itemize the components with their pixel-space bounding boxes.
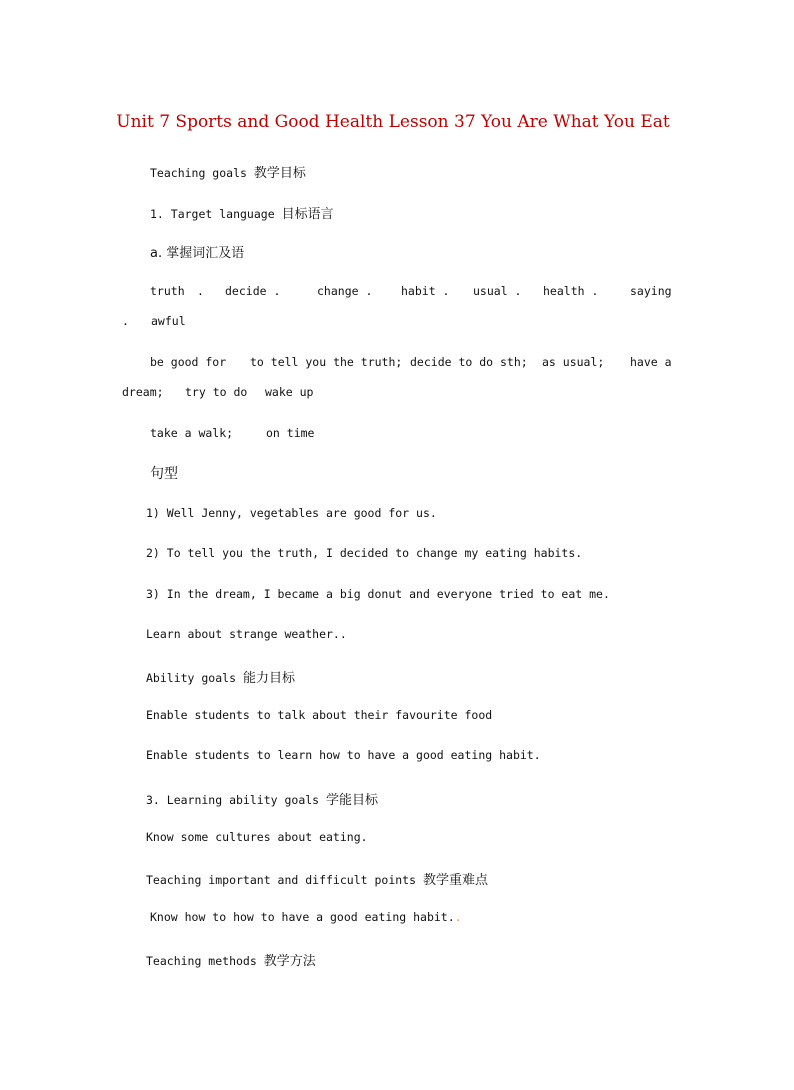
learning-ability-goals-heading bbox=[146, 789, 378, 808]
phrase: wake up bbox=[265, 385, 314, 399]
vocab-word: decide . bbox=[225, 284, 281, 298]
ability-item-1: Enable students to talk about their favourite food bbox=[146, 708, 493, 722]
know-how-line bbox=[150, 910, 462, 924]
vocab-word: . bbox=[122, 314, 129, 328]
ability-goals-cn: 能力目标 bbox=[242, 671, 295, 686]
vocab-word: habit . bbox=[401, 284, 450, 298]
cultures-line: Know some cultures about eating. bbox=[146, 830, 368, 844]
ability-goals-en: Ability goals bbox=[146, 671, 237, 685]
sentence-1: 1) Well Jenny, vegetables are good for us. bbox=[146, 506, 437, 520]
learning-ability-goals-en: 3. Learning ability goals bbox=[146, 793, 320, 807]
vocab-word: change . bbox=[317, 284, 373, 298]
sentence-pattern-text: 句型 bbox=[150, 466, 178, 482]
vocab-heading-text: a. 掌握词汇及语 bbox=[150, 246, 245, 261]
phrase: take a walk; bbox=[150, 426, 234, 440]
learn-weather: Learn about strange weather.. bbox=[146, 627, 347, 641]
vocab-word: awful bbox=[151, 314, 186, 328]
important-points-cn: 教学重难点 bbox=[422, 873, 488, 888]
sentence-3: 3) In the dream, I became a big donut and everyone tried to eat me. bbox=[146, 587, 610, 601]
vocab-word: usual . bbox=[473, 284, 522, 298]
teaching-goals-cn: 教学目标 bbox=[253, 166, 306, 181]
teaching-methods-heading bbox=[146, 950, 316, 969]
teaching-goals-heading bbox=[150, 162, 306, 181]
phrase: try to do bbox=[185, 385, 248, 399]
important-points-en: Teaching important and difficult points bbox=[146, 873, 417, 887]
target-language-heading bbox=[150, 203, 334, 222]
target-language-en: 1. Target language bbox=[150, 207, 275, 221]
ability-goals-heading bbox=[146, 667, 295, 686]
teaching-methods-en: Teaching methods bbox=[146, 954, 257, 968]
teaching-goals-en: Teaching goals bbox=[150, 166, 247, 180]
vocab-word: saying bbox=[630, 284, 672, 298]
phrase: on time bbox=[266, 426, 315, 440]
vocab-heading bbox=[150, 242, 244, 261]
target-language-cn: 目标语言 bbox=[281, 207, 334, 222]
learning-ability-goals-cn: 学能目标 bbox=[326, 793, 379, 808]
phrase: be good for bbox=[150, 355, 227, 369]
phrase: have a bbox=[630, 355, 672, 369]
vocab-word: health . bbox=[543, 284, 599, 298]
phrase: to tell you the truth; bbox=[250, 355, 403, 369]
sentence-pattern-heading bbox=[150, 463, 178, 483]
teaching-methods-cn: 教学方法 bbox=[263, 954, 316, 969]
ability-item-2: Enable students to learn how to have a good eating habit. bbox=[146, 748, 541, 762]
know-how-dot: . bbox=[454, 910, 462, 924]
important-points-heading bbox=[146, 869, 488, 888]
know-how-text: Know how to how to have a good eating habit. bbox=[150, 910, 455, 924]
vocab-word: truth bbox=[150, 284, 185, 298]
sentence-2: 2) To tell you the truth, I decided to change my eating habits. bbox=[146, 546, 583, 560]
phrase: as usual; bbox=[542, 355, 605, 369]
vocab-word: . bbox=[197, 284, 204, 298]
phrase: dream; bbox=[122, 385, 164, 399]
document-title: Unit 7 Sports and Good Health Lesson 37 You Are What You Eat bbox=[116, 112, 670, 132]
phrase: decide to do sth; bbox=[410, 355, 528, 369]
